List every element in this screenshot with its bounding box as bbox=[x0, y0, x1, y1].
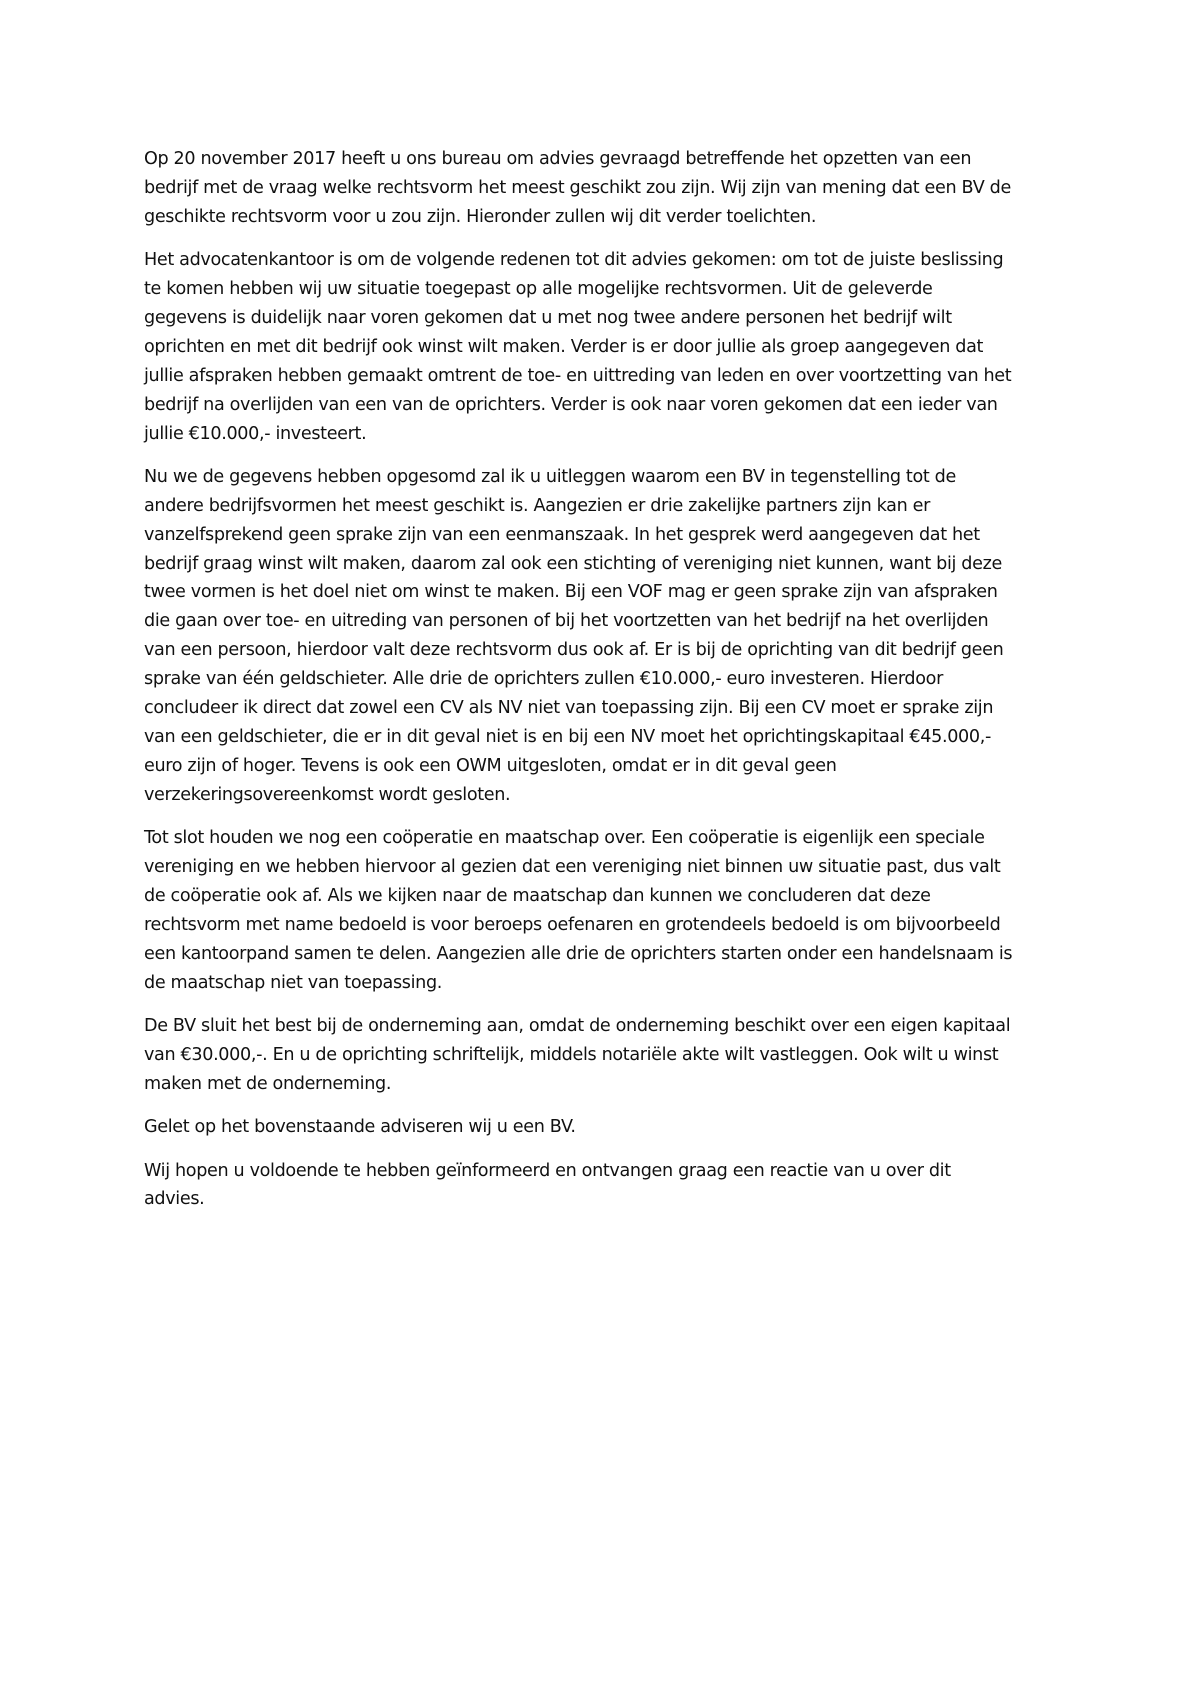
text-line: Wij hopen u voldoende te hebben geïnformeerd en ontvangen graag een reactie van u over dit bbox=[144, 1160, 951, 1181]
text-line: de coöperatie ook af. Als we kijken naar de maatschap dan kunnen we concluderen dat deze bbox=[144, 885, 931, 906]
text-line: vereniging en we hebben hiervoor al gezien dat een vereniging niet binnen uw situatie past, dus valt bbox=[144, 856, 1001, 877]
text-line: jullie €10.000,- investeert. bbox=[144, 423, 367, 444]
text-line: van €30.000,-. En u de oprichting schriftelijk, middels notariële akte wilt vastleggen. Ook wilt u winst bbox=[144, 1044, 999, 1065]
document-body bbox=[144, 145, 1066, 1229]
text-line: twee vormen is het doel niet om winst te maken. Bij een VOF mag er geen sprake zijn van afspraken bbox=[144, 582, 998, 603]
text-line: van een persoon, hierdoor valt deze rechtsvorm dus ook af. Er is bij de oprichting van dit bedrijf geen bbox=[144, 640, 1004, 661]
text-line: euro zijn of hoger. Tevens is ook een OWM uitgesloten, omdat er in dit geval geen bbox=[144, 755, 837, 776]
text-line: verzekeringsovereenkomst wordt gesloten. bbox=[144, 784, 511, 805]
text-line: van een geldschieter, die er in dit geval niet is en bij een NV moet het oprichtingskapitaal €45.000,- bbox=[144, 726, 991, 747]
text-line: bedrijf graag winst wilt maken, daarom zal ook een stichting of vereniging niet kunnen, want bij deze bbox=[144, 553, 1002, 574]
text-line: die gaan over toe- en uitreding van personen of bij het voortzetten van het bedrijf na het overlijden bbox=[144, 611, 989, 632]
text-line: geschikte rechtsvorm voor u zou zijn. Hieronder zullen wij dit verder toelichten. bbox=[144, 206, 817, 227]
paragraph-reasons bbox=[144, 246, 1066, 448]
text-line: andere bedrijfsvormen het meest geschikt is. Aangezien er drie zakelijke partners zijn kan er bbox=[144, 495, 930, 516]
text-line: Tot slot houden we nog een coöperatie en maatschap over. Een coöperatie is eigenlijk een speciale bbox=[144, 828, 985, 849]
text-line: concludeer ik direct dat zowel een CV als NV niet van toepassing zijn. Bij een CV moet er sprake zijn bbox=[144, 698, 994, 719]
text-line: een kantoorpand samen te delen. Aangezien alle drie de oprichters starten onder een handelsnaam is bbox=[144, 943, 1013, 964]
text-line: de maatschap niet van toepassing. bbox=[144, 972, 443, 993]
text-line: gegevens is duidelijk naar voren gekomen dat u met nog twee andere personen het bedrijf wilt bbox=[144, 307, 952, 328]
paragraph-advice bbox=[144, 1113, 1066, 1142]
text-line: jullie afspraken hebben gemaakt omtrent de toe- en uittreding van leden en over voortzetting van het bbox=[144, 365, 1012, 386]
paragraph-cooperatie-maatschap bbox=[144, 824, 1066, 997]
text-line: te komen hebben wij uw situatie toegepast op alle mogelijke rechtsvormen. Uit de geleverde bbox=[144, 279, 933, 300]
text-line: Nu we de gegevens hebben opgesomd zal ik u uitleggen waarom een BV in tegenstelling tot de bbox=[144, 466, 956, 487]
text-line: Gelet op het bovenstaande adviseren wij u een BV. bbox=[144, 1117, 576, 1138]
text-line: vanzelfsprekend geen sprake zijn van een eenmanszaak. In het gesprek werd aangegeven dat het bbox=[144, 524, 980, 545]
paragraph-bv-conclusion bbox=[144, 1012, 1066, 1099]
text-line: sprake van één geldschieter. Alle drie de oprichters zullen €10.000,- euro investeren. Hierdoor bbox=[144, 669, 943, 690]
text-line: Het advocatenkantoor is om de volgende redenen tot dit advies gekomen: om tot de juiste beslissing bbox=[144, 250, 1004, 271]
text-line: De BV sluit het best bij de onderneming aan, omdat de onderneming beschikt over een eigen kapitaal bbox=[144, 1015, 1011, 1036]
text-line: oprichten en met dit bedrijf ook winst wilt maken. Verder is er door jullie als groep aangegeven dat bbox=[144, 336, 984, 357]
text-line: bedrijf met de vraag welke rechtsvorm het meest geschikt zou zijn. Wij zijn van mening dat een BV de bbox=[144, 177, 1011, 198]
paragraph-intro bbox=[144, 145, 1066, 232]
text-line: Op 20 november 2017 heeft u ons bureau om advies gevraagd betreffende het opzetten van een bbox=[144, 149, 972, 169]
text-line: advies. bbox=[144, 1189, 205, 1210]
paragraph-comparison bbox=[144, 463, 1066, 810]
text-line: maken met de onderneming. bbox=[144, 1073, 392, 1094]
paragraph-closing bbox=[144, 1157, 1066, 1215]
text-line: rechtsvorm met name bedoeld is voor beroeps oefenaren en grotendeels bedoeld is om bijvoorbeeld bbox=[144, 914, 1001, 935]
text-line: bedrijf na overlijden van een van de oprichters. Verder is ook naar voren gekomen dat een ieder van bbox=[144, 394, 998, 415]
